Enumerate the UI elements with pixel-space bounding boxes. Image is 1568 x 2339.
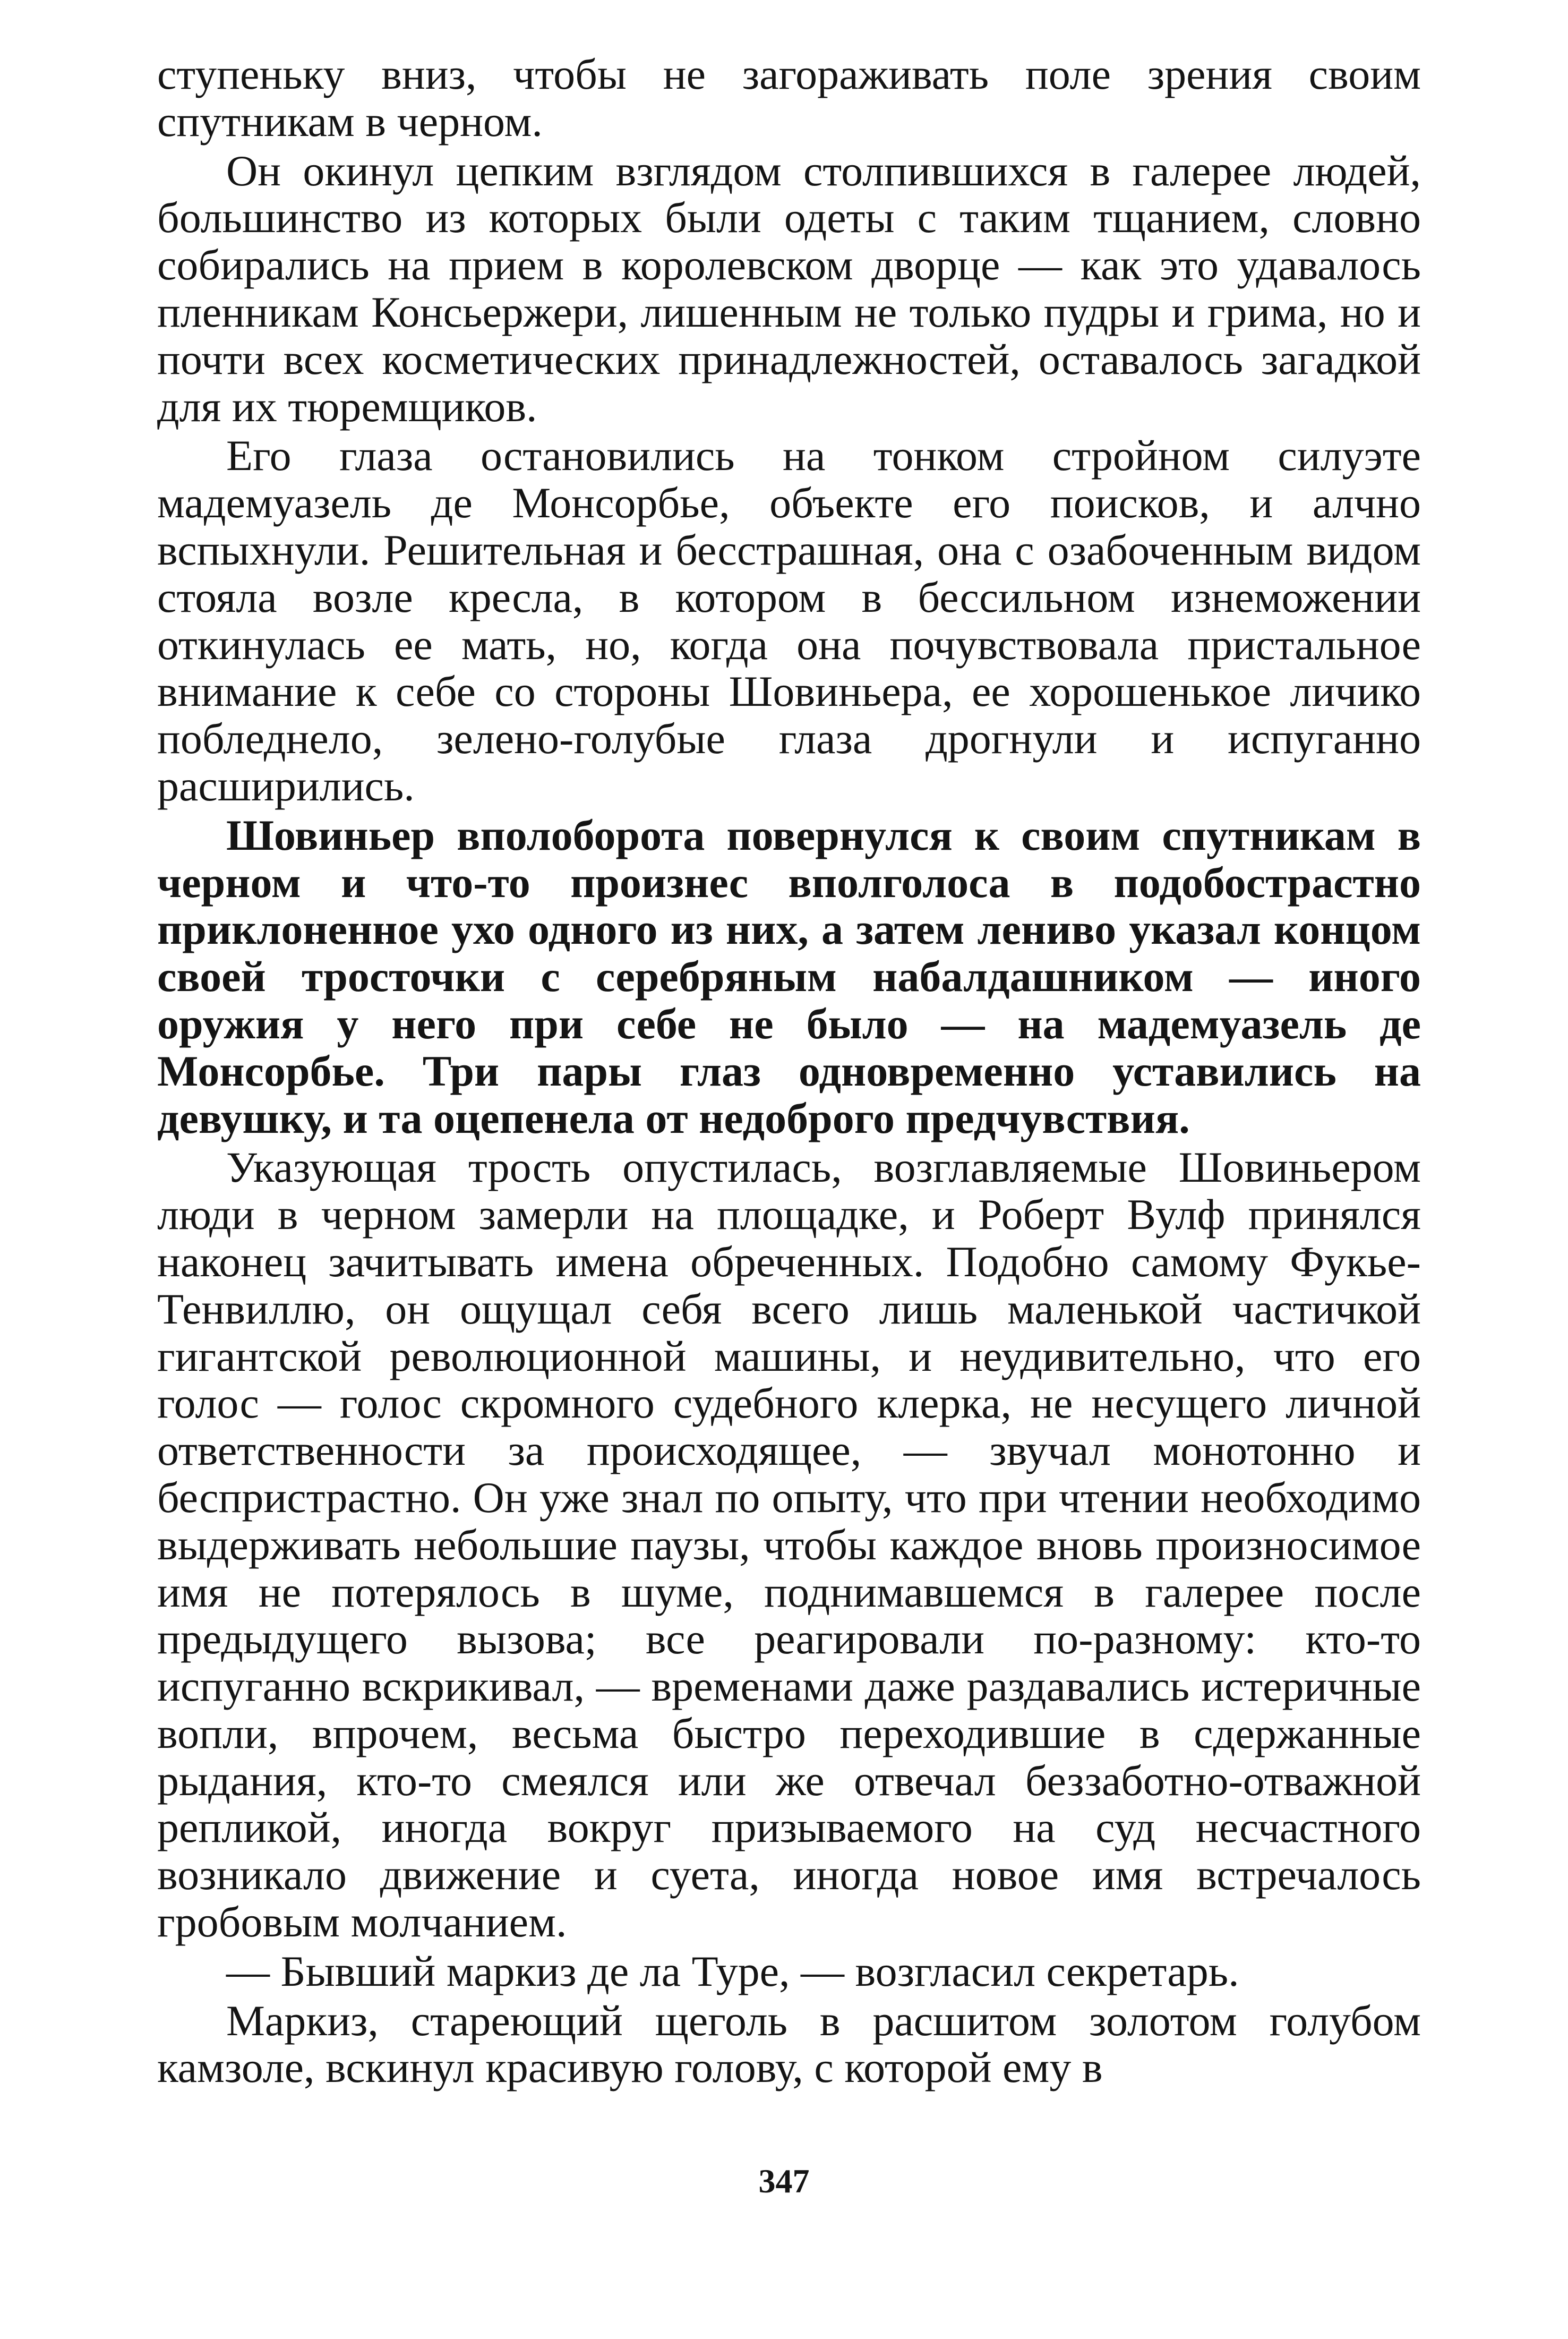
- paragraph-4: Шовиньер вполоборота повернулся к своим спутникам в черном и что-то произнес вполголоса в подобострастно приклоненное ухо одного из них, а затем лениво указал концом своей тросточки с серебряным набалдашником — иного оружия у него при себе не было — на мадемуазель де Монсорбье. Три пары глаз одновременно уставились на девушку, и та оцепенела от недоброго предчувствия.: [157, 810, 1421, 1142]
- paragraph-5: Указующая трость опустилась, возглавляемые Шовиньером люди в черном замерли на площадке, и Роберт Вулф принялся наконец зачитывать имена обреченных. Подобно самому Фукье-Тенвиллю, он ощущал себя всего лишь маленькой частичкой гигантской революционной машины, и неудивительно, что его голос — голос скромного судебного клерка, не несущего личной ответственности за происходящее, — звучал монотонно и беспристрастно. Он уже знал по опыту, что при чтении необходимо выдерживать небольшие паузы, чтобы каждое вновь произносимое имя не потерялось в шуме, поднимавшемся в галерее после предыдущего вызова; все реагировали по-разному: кто-то испуганно вскрикивал, — временами даже раздавались истеричные вопли, впрочем, весьма быстро переходившие в сдержанные рыдания, кто-то смеялся или же отвечал беззаботно-отважной репликой, иногда вокруг призываемого на суд несчастного возникало движение и суета, иногда новое имя встречалось гробовым молчанием.: [157, 1143, 1421, 1947]
- paragraph-6: — Бывший маркиз де ла Туре, — возгласил секретарь.: [226, 1947, 1239, 1995]
- page-number: 347: [758, 2162, 810, 2200]
- paragraph-7: Маркиз, стареющий щеголь в расшитом золотом голубом камзоле, вскинул красивую голову, с которой ему в: [157, 1996, 1421, 2092]
- paragraph-2: Он окинул цепким взглядом столпившихся в галерее людей, большинство из которых были одеты с таким тщанием, словно собирались на прием в королевском дворце — как это удавалось пленникам Консьержери, лишенным не только пудры и грима, но и почти всех косметических принадлежностей, оставалось загадкой для их тюремщиков.: [157, 146, 1421, 431]
- paragraph-3: Его глаза остановились на тонком стройном силуэте мадемуазель де Монсорбье, объекте его поисков, и алчно вспыхнули. Решительная и бесстрашная, она с озабоченным видом стояла возле кресла, в котором в бессильном изнеможении откинулась ее мать, но, когда она почувствовала пристальное внимание к себе со стороны Шовиньера, ее хорошенькое личико побледнело, зелено-голубые глаза дрогнули и испуганно расширились.: [157, 431, 1421, 810]
- page-body: [157, 51, 1421, 2094]
- paragraph-1: ступеньку вниз, чтобы не загораживать поле зрения своим спутникам в черном.: [157, 50, 1421, 146]
